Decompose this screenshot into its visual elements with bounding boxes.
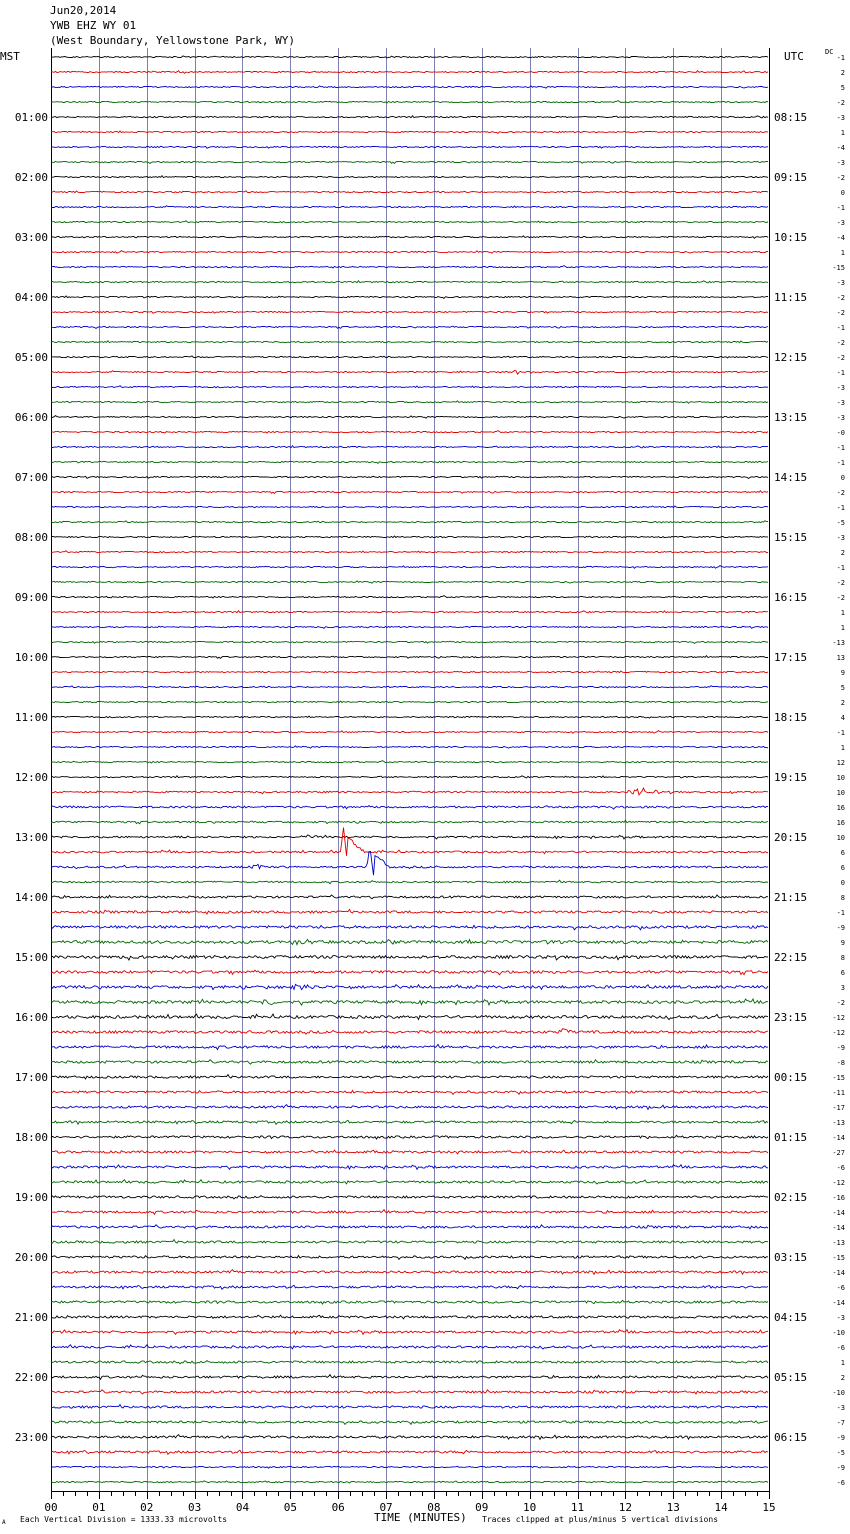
left-hour-label: 02:00 xyxy=(14,171,48,184)
trace-line xyxy=(51,1450,768,1454)
right-hour-label: 17:15 xyxy=(774,651,808,664)
x-tick-label: 11 xyxy=(570,1501,585,1514)
left-hour-label: 03:00 xyxy=(14,231,48,244)
dc-offset-label: -27 xyxy=(832,1149,845,1157)
right-hour-label: 20:15 xyxy=(774,831,808,844)
trace-line xyxy=(51,56,768,58)
trace-line xyxy=(51,416,768,419)
trace-line xyxy=(51,656,768,659)
dc-offset-label: -1 xyxy=(836,369,845,377)
dc-offset-label: 2 xyxy=(840,69,845,77)
dc-offset-label: -12 xyxy=(832,1179,845,1187)
trace-line xyxy=(51,1256,768,1260)
trace-line xyxy=(51,910,768,915)
dc-offset-label: -14 xyxy=(832,1209,845,1217)
dc-offset-label: -8 xyxy=(836,1059,845,1067)
trace-line xyxy=(51,1150,768,1154)
left-hour-label: 19:00 xyxy=(14,1191,48,1204)
trace-line xyxy=(51,852,768,876)
trace-line xyxy=(51,1466,768,1468)
x-tick-label: 04 xyxy=(235,1501,250,1514)
dc-offset-label: -5 xyxy=(836,1449,845,1457)
dc-offset-label: 8 xyxy=(840,954,845,962)
dc-offset-label: -15 xyxy=(832,1074,845,1082)
trace-line xyxy=(51,880,768,884)
trace-line xyxy=(51,146,768,148)
dc-offset-label: 6 xyxy=(840,864,845,872)
trace-line xyxy=(51,1390,768,1394)
right-hour-label: 08:15 xyxy=(774,111,808,124)
dc-offset-label: -3 xyxy=(836,534,845,542)
dc-offset-label: -1 xyxy=(836,729,845,737)
dc-offset-label: -9 xyxy=(836,1464,845,1472)
trace-line xyxy=(51,1435,768,1440)
trace-line xyxy=(51,746,768,748)
trace-line xyxy=(51,716,768,718)
dc-offset-label: 12 xyxy=(836,759,845,767)
trace-group xyxy=(51,56,768,1483)
trace-line xyxy=(51,1029,768,1034)
trace-line xyxy=(51,1180,768,1184)
dc-offset-label: -3 xyxy=(836,1404,845,1412)
dc-offset-label: -1 xyxy=(836,564,845,572)
left-hour-label: 17:00 xyxy=(14,1071,48,1084)
trace-line xyxy=(51,956,768,960)
right-hour-label: 09:15 xyxy=(774,171,808,184)
left-hour-label: 05:00 xyxy=(14,351,48,364)
trace-line xyxy=(51,326,768,328)
right-hour-label: 12:15 xyxy=(774,351,808,364)
trace-line xyxy=(51,386,768,388)
dc-offset-label: -10 xyxy=(832,1389,845,1397)
x-tick-label: 03 xyxy=(187,1501,202,1514)
dc-offset-label: -2 xyxy=(836,339,845,347)
trace-line xyxy=(51,970,768,975)
dc-offset-label: -3 xyxy=(836,114,845,122)
dc-offset-label: -11 xyxy=(832,1089,845,1097)
trace-line xyxy=(51,895,768,899)
right-hour-label: 03:15 xyxy=(774,1251,808,1264)
dc-offset-label: 0 xyxy=(840,189,845,197)
dc-offset-label: -2 xyxy=(836,174,845,182)
trace-line xyxy=(51,1330,768,1335)
dc-offset-label: 0 xyxy=(840,879,845,887)
dc-offset-label: 1 xyxy=(840,744,845,752)
right-hour-label: 00:15 xyxy=(774,1071,808,1084)
dc-label: DC xyxy=(825,48,834,56)
dc-offset-label: 1 xyxy=(840,624,845,632)
left-hour-label: 10:00 xyxy=(14,651,48,664)
dc-offset-label: -17 xyxy=(832,1104,845,1112)
trace-line xyxy=(51,641,768,643)
x-tick-label: 08 xyxy=(427,1501,441,1514)
trace-line xyxy=(51,1285,768,1289)
trace-line xyxy=(51,1421,768,1425)
dc-offset-label: -1 xyxy=(836,504,845,512)
left-hour-label: 09:00 xyxy=(14,591,48,604)
trace-line xyxy=(51,1120,768,1124)
chart-date: Jun20,2014 xyxy=(50,4,117,17)
trace-line xyxy=(51,1091,768,1095)
dc-offset-label: -1 xyxy=(836,204,845,212)
trace-line xyxy=(51,581,768,583)
trace-line xyxy=(51,191,768,193)
dc-offset-label: -2 xyxy=(836,594,845,602)
scale-note: Each Vertical Division = 1333.33 microvolts xyxy=(20,1515,228,1524)
dc-offset-label: -2 xyxy=(836,294,845,302)
trace-line xyxy=(51,266,768,268)
left-hour-label: 12:00 xyxy=(14,771,48,784)
dc-offset-label: -15 xyxy=(832,264,845,272)
trace-line xyxy=(51,1075,768,1079)
right-hour-label: 02:15 xyxy=(774,1191,808,1204)
dc-offset-label: -13 xyxy=(832,639,845,647)
trace-line xyxy=(51,371,768,375)
trace-line xyxy=(51,806,768,810)
trace-line xyxy=(51,431,768,433)
trace-line xyxy=(51,596,768,598)
left-hour-label: 01:00 xyxy=(14,111,48,124)
trace-line xyxy=(51,281,768,283)
dc-offset-label: -6 xyxy=(836,1479,845,1487)
dc-offset-label: -6 xyxy=(836,1284,845,1292)
x-tick-label: 01 xyxy=(92,1501,106,1514)
trace-line xyxy=(51,1270,768,1275)
trace-line xyxy=(51,611,768,613)
dc-offset-label: -4 xyxy=(836,234,845,242)
trace-line xyxy=(51,221,768,223)
right-hour-label: 04:15 xyxy=(774,1311,808,1324)
dc-offset-label: 4 xyxy=(840,714,845,722)
trace-line xyxy=(51,1481,768,1483)
trace-line xyxy=(51,939,768,944)
dc-offset-label: 0 xyxy=(840,474,845,482)
trace-line xyxy=(51,491,768,494)
right-hour-label: 22:15 xyxy=(774,951,808,964)
trace-line xyxy=(51,1361,768,1364)
dc-offset-label: -16 xyxy=(832,1194,845,1202)
trace-line xyxy=(51,251,768,254)
grid-lines xyxy=(52,48,770,1491)
trace-line xyxy=(51,101,768,103)
dc-offset-label: -6 xyxy=(836,1344,845,1352)
dc-offset-label: -6 xyxy=(836,1164,845,1172)
left-hour-label: 21:00 xyxy=(14,1311,48,1324)
trace-line xyxy=(51,776,768,778)
right-hour-label: 18:15 xyxy=(774,711,808,724)
dc-offset-label: 16 xyxy=(836,804,845,812)
left-hour-label: 07:00 xyxy=(14,471,48,484)
dc-offset-label: -12 xyxy=(832,1014,845,1022)
left-hour-label: 06:00 xyxy=(14,411,48,424)
left-hour-label: 20:00 xyxy=(14,1251,48,1264)
trace-line xyxy=(51,984,768,989)
trace-line xyxy=(51,356,768,358)
x-tick-label: 09 xyxy=(475,1501,489,1514)
x-axis-label: TIME (MINUTES) xyxy=(374,1511,467,1524)
dc-offset-label: -14 xyxy=(832,1134,845,1142)
trace-line xyxy=(51,1196,768,1199)
trace-line xyxy=(51,820,768,824)
dc-offset-label: -2 xyxy=(836,354,845,362)
trace-line xyxy=(51,925,768,930)
dc-offset-label: -15 xyxy=(832,1254,845,1262)
dc-offset-label: -3 xyxy=(836,279,845,287)
trace-line xyxy=(51,761,768,763)
x-tick-label: 13 xyxy=(666,1501,680,1514)
dc-offset-label: -9 xyxy=(836,1434,845,1442)
dc-offset-label: -14 xyxy=(832,1299,845,1307)
left-hour-label: 14:00 xyxy=(14,891,48,904)
dc-offset-label: -2 xyxy=(836,579,845,587)
dc-offset-label: 2 xyxy=(840,549,845,557)
trace-line xyxy=(51,566,768,569)
trace-line xyxy=(51,1135,768,1139)
right-hour-label: 10:15 xyxy=(774,231,808,244)
dc-offset-label: 6 xyxy=(840,849,845,857)
clip-note: Traces clipped at plus/minus 5 vertical divisions xyxy=(482,1515,719,1524)
dc-offset-label: 1 xyxy=(840,129,845,137)
trace-line xyxy=(51,686,768,688)
dc-offset-label: -3 xyxy=(836,219,845,227)
trace-line xyxy=(51,701,768,703)
dc-offset-label: -0 xyxy=(836,429,845,437)
trace-line xyxy=(51,1105,768,1110)
left-hour-label: 22:00 xyxy=(14,1371,48,1384)
dc-offset-label: -9 xyxy=(836,1044,845,1052)
dc-offset-label: 3 xyxy=(840,984,845,992)
left-hour-label: 18:00 xyxy=(14,1131,48,1144)
dc-offset-label: -4 xyxy=(836,144,845,152)
dc-offset-label: 10 xyxy=(836,789,845,797)
dc-offset-label: -13 xyxy=(832,1119,845,1127)
right-hour-label: 11:15 xyxy=(774,291,808,304)
chart-location: (West Boundary, Yellowstone Park, WY) xyxy=(50,34,296,47)
trace-line xyxy=(51,476,768,478)
dc-offset-label: 5 xyxy=(840,684,845,692)
dc-offset-label: -1 xyxy=(836,444,845,452)
right-hour-label: 19:15 xyxy=(774,771,808,784)
dc-offset-label: 1 xyxy=(840,1359,845,1367)
dc-offset-label: 1 xyxy=(840,609,845,617)
dc-offset-label: -14 xyxy=(832,1269,845,1277)
trace-line xyxy=(51,1405,768,1409)
trace-line xyxy=(51,86,768,88)
dc-offset-label: -13 xyxy=(832,1239,845,1247)
trace-line xyxy=(51,1315,768,1319)
dc-offset-label: 13 xyxy=(836,654,845,662)
dc-offset-label: 8 xyxy=(840,894,845,902)
trace-line xyxy=(51,1345,768,1349)
dc-offset-label: -2 xyxy=(836,999,845,1007)
dc-offset-label: -2 xyxy=(836,489,845,497)
trace-line xyxy=(51,236,768,238)
right-hour-label: 14:15 xyxy=(774,471,808,484)
x-tick-label: 07 xyxy=(379,1501,393,1514)
right-hour-label: 06:15 xyxy=(774,1431,808,1444)
dc-offset-label: -3 xyxy=(836,384,845,392)
corner-mark: A xyxy=(2,1519,6,1526)
trace-line xyxy=(51,626,768,628)
dc-offset-label: -5 xyxy=(836,519,845,527)
left-hour-label: 04:00 xyxy=(14,291,48,304)
trace-line xyxy=(51,671,768,673)
right-hour-label: 23:15 xyxy=(774,1011,808,1024)
trace-line xyxy=(51,835,768,839)
trace-line xyxy=(51,206,768,208)
dc-offset-label: -14 xyxy=(832,1224,845,1232)
x-tick-label: 12 xyxy=(618,1501,633,1514)
trace-line xyxy=(51,401,768,403)
trace-line xyxy=(51,551,768,553)
x-tick-label: 00 xyxy=(44,1501,58,1514)
left-hour-label: 13:00 xyxy=(14,831,48,844)
dc-offset-label: -3 xyxy=(836,414,845,422)
trace-line xyxy=(51,999,768,1005)
dc-offset-label: 9 xyxy=(840,669,845,677)
right-hour-label: 15:15 xyxy=(774,531,808,544)
trace-line xyxy=(51,176,768,178)
trace-line xyxy=(51,1044,768,1049)
dc-offset-label: -1 xyxy=(836,324,845,332)
trace-line xyxy=(51,788,768,795)
dc-offset-label: -7 xyxy=(836,1419,845,1427)
dc-offset-label: 10 xyxy=(836,834,845,842)
dc-offset-label: -10 xyxy=(832,1329,845,1337)
trace-line xyxy=(51,1165,768,1170)
x-tick-label: 10 xyxy=(523,1501,537,1514)
dc-offset-label: 2 xyxy=(840,699,845,707)
dc-offset-label: -1 xyxy=(836,909,845,917)
x-tick-label: 15 xyxy=(762,1501,776,1514)
trace-line xyxy=(51,296,768,299)
trace-line xyxy=(51,446,768,448)
right-timezone-label: UTC xyxy=(784,50,804,63)
dc-offset-label: -9 xyxy=(836,924,845,932)
trace-line xyxy=(51,1225,768,1229)
dc-offset-label: 6 xyxy=(840,969,845,977)
trace-line xyxy=(51,1210,768,1215)
right-hour-label: 16:15 xyxy=(774,591,808,604)
trace-line xyxy=(51,1014,768,1020)
right-hour-label: 21:15 xyxy=(774,891,808,904)
trace-line xyxy=(51,1060,768,1064)
trace-line xyxy=(51,311,768,313)
x-tick-label: 14 xyxy=(714,1501,728,1514)
left-hour-label: 23:00 xyxy=(14,1431,48,1444)
dc-offset-label: -3 xyxy=(836,1314,845,1322)
right-hour-label: 13:15 xyxy=(774,411,808,424)
trace-line xyxy=(51,536,768,538)
dc-offset-label: -3 xyxy=(836,159,845,167)
trace-line xyxy=(51,1300,768,1304)
dc-offset-label: -1 xyxy=(836,54,845,62)
dc-offset-label: 10 xyxy=(836,774,845,782)
x-tick-label: 02 xyxy=(140,1501,154,1514)
trace-line xyxy=(51,71,768,74)
left-hour-label: 15:00 xyxy=(14,951,48,964)
dc-offset-label: -12 xyxy=(832,1029,845,1037)
left-hour-label: 16:00 xyxy=(14,1011,48,1024)
trace-line xyxy=(51,828,768,856)
x-tick-label: 06 xyxy=(331,1501,345,1514)
dc-offset-label: -2 xyxy=(836,309,845,317)
trace-line xyxy=(51,461,768,463)
right-hour-label: 05:15 xyxy=(774,1371,808,1384)
trace-line xyxy=(51,161,768,163)
dc-offset-label: -2 xyxy=(836,99,845,107)
chart-title: YWB EHZ WY 01 xyxy=(50,19,137,32)
trace-line xyxy=(51,1240,768,1244)
trace-line xyxy=(51,341,768,343)
left-hour-label: 11:00 xyxy=(14,711,48,724)
trace-line xyxy=(51,131,768,134)
trace-line xyxy=(51,521,768,523)
trace-line xyxy=(51,731,768,734)
left-hour-label: 08:00 xyxy=(14,531,48,544)
dc-offset-label: 9 xyxy=(840,939,845,947)
dc-offset-label: 1 xyxy=(840,249,845,257)
dc-offset-label: -3 xyxy=(836,399,845,407)
dc-offset-label: 16 xyxy=(836,819,845,827)
dc-offset-label: 2 xyxy=(840,1374,845,1382)
right-hour-label: 01:15 xyxy=(774,1131,808,1144)
dc-offset-label: 5 xyxy=(840,84,845,92)
trace-line xyxy=(51,1375,768,1380)
x-tick-label: 05 xyxy=(283,1501,297,1514)
trace-line xyxy=(51,116,768,118)
trace-line xyxy=(51,506,768,508)
dc-offset-label: -1 xyxy=(836,459,845,467)
left-timezone-label: MST xyxy=(0,50,20,63)
